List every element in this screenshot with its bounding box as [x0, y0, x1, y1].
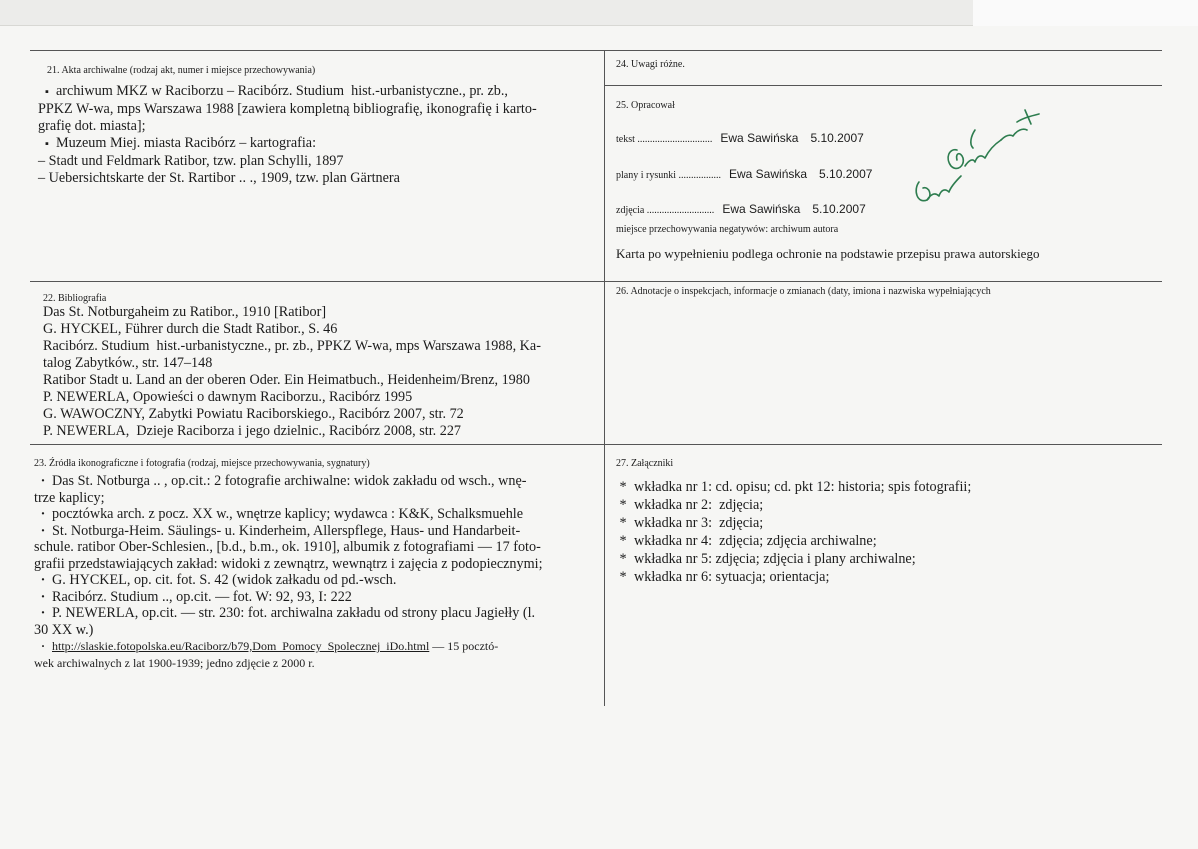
fotopolska-link[interactable]: http://slaskie.fotopolska.eu/Raciborz/b79,Dom_Pomocy_Spolecznej_iDo.html [52, 639, 430, 653]
bibliography-item: P. NEWERLA, Dzieje Raciborza i jego dzielnic., Racibórz 2008, str. 227 [43, 423, 462, 439]
iconography-item: trze kaplicy; [34, 489, 105, 506]
attachment-item: * wkładka nr 4: zdjęcia; zdjęcia archiwalne; [612, 532, 1152, 550]
rule-row2 [30, 281, 1162, 282]
section-21-line: ▪ archiwum MKZ w Raciborzu – Racibórz. Studium hist.-urbanistyczne., pr. zb., [38, 83, 598, 101]
bibliography-item: P. NEWERLA, Opowieści o dawnym Raciborzu., Racibórz 1995 [43, 389, 413, 405]
iconography-item: · P. NEWERLA, op.cit. — str. 230: fot. archiwalna zakładu od strony placu Jagiełły (l. [34, 605, 599, 622]
plany-date: 5.10.2007 [819, 167, 873, 181]
attachment-item: * wkładka nr 2: zdjęcia; [612, 496, 1152, 514]
iconography-item: wek archiwalnych z lat 1900-1939; jedno zdjęcie z 2000 r. [34, 655, 315, 670]
iconography-link-row [34, 638, 599, 655]
section-24-title: 24. Uwagi różne. [616, 59, 685, 70]
attachment-item: * wkładka nr 5: zdjęcia; zdjęcia i plany archiwalne; [612, 550, 1152, 568]
bibliography-item: Das St. Notburgaheim zu Ratibor., 1910 [Ratibor] [43, 304, 327, 320]
iconography-item: 30 XX w.) [34, 621, 94, 638]
iconography-item: · pocztówka arch. z pocz. XX w., wnętrze kaplicy; wydawca : K&K, Schalksmuehle [34, 506, 599, 523]
scan-top-edge-light [973, 0, 1198, 26]
bibliography-item: Ratibor Stadt u. Land an der oberen Oder. Ein Heimatbuch., Heidenheim/Brenz, 1980 [43, 372, 530, 388]
tekst-row [616, 129, 864, 147]
section-21-line: – Uebersichtskarte der St. Rartibor .. ., 1909, tzw. plan Gärtnera [38, 170, 400, 186]
plany-author: Ewa Sawińska [729, 167, 808, 181]
attachment-item: * wkładka nr 6: sytuacja; orientacja; [612, 568, 1152, 586]
copyright-note: Karta po wypełnieniu podlega ochronie na podstawie przepisu prawa autorskiego [616, 246, 1040, 261]
zdjecia-label: zdjęcia ........................... [616, 205, 715, 216]
iconography-item: · Das St. Notburga .. , op.cit.: 2 fotografie archiwalne: widok zakładu od wsch., wnę- [34, 473, 599, 490]
section-21-line: ▪ Muzeum Miej. miasta Racibórz – kartografia: [38, 135, 598, 153]
bibliography-item: Racibórz. Studium hist.-urbanistyczne., pr. zb., PPKZ W-wa, mps Warszawa 1988, Ka- [43, 338, 541, 354]
tekst-author: Ewa Sawińska [720, 131, 799, 145]
iconography-item: · St. Notburga-Heim. Säulings- u. Kinderheim, Allerspflege, Haus- und Handarbeit- [34, 523, 599, 540]
rule-top [30, 50, 1162, 51]
section-27-title: 27. Załączniki [616, 458, 674, 469]
zdjecia-author: Ewa Sawińska [722, 202, 801, 216]
attachment-item: * wkładka nr 3: zdjęcia; [612, 514, 1152, 532]
section-21-body [38, 83, 598, 187]
section-22-title: 22. Bibliografia [43, 293, 107, 304]
tekst-label: tekst .............................. [616, 134, 713, 145]
plany-row [616, 165, 872, 183]
rule-row3 [30, 444, 1162, 445]
iconography-item: · Racibórz. Studium .., op.cit. — fot. W: 92, 93, I: 222 [34, 589, 599, 606]
section-22-body [43, 304, 598, 440]
link-suffix: — 15 pocztó- [429, 639, 499, 653]
iconography-item: · G. HYCKEL, op. cit. fot. S. 42 (widok załkadu od pd.-wsch. [34, 572, 599, 589]
section-21-line: PPKZ W-wa, mps Warszawa 1988 [zawiera kompletną bibliografię, ikonografię i karto- [38, 101, 537, 117]
negatywy-text: miejsce przechowywania negatywów: archiwum autora [616, 224, 839, 235]
bibliography-item: talog Zabytków., str. 147–148 [43, 355, 213, 371]
plany-label: plany i rysunki ................. [616, 170, 721, 181]
iconography-item: grafii przedstawiających zakład: widoki z zewnątrz, wewnątrz i zajęcia z podopiecznymi; [34, 555, 543, 572]
zdjecia-row [616, 200, 866, 218]
zdjecia-date: 5.10.2007 [812, 202, 866, 216]
section-23-title: 23. Źródła ikonograficzne i fotografia (rodzaj, miejsce przechowywania, sygnatury) [34, 458, 370, 469]
iconography-item: schule. ratibor Ober-Schlesien., [b.d., b.m., ok. 1910], albumik z fotografiami — 17 foto- [34, 539, 541, 555]
section-26-title: 26. Adnotacje o inspekcjach, informacje o zmianach (daty, imiona i nazwiska wypełniających [616, 286, 991, 297]
section-25-title: 25. Opracował [616, 100, 675, 111]
bibliography-item: G. HYCKEL, Führer durch die Stadt Ratibor., S. 46 [43, 321, 338, 337]
rule-24-25 [604, 85, 1162, 86]
bibliography-item: G. WAWOCZNY, Zabytki Powiatu Raciborskiego., Racibórz 2007, str. 72 [43, 406, 464, 422]
section-21-line: – Stadt und Feldmark Ratibor, tzw. plan Schylli, 1897 [38, 153, 344, 169]
section-21-line: grafię dot. miasta]; [38, 118, 146, 134]
attachment-item: * wkładka nr 1: cd. opisu; cd. pkt 12: historia; spis fotografii; [612, 478, 1152, 496]
section-27-body [612, 478, 1152, 586]
column-divider [604, 50, 605, 706]
handwritten-signature [905, 100, 1055, 220]
section-21-title: 21. Akta archiwalne (rodzaj akt, numer i miejsce przechowywania) [47, 65, 316, 76]
tekst-date: 5.10.2007 [810, 131, 864, 145]
section-23-body [34, 473, 599, 671]
